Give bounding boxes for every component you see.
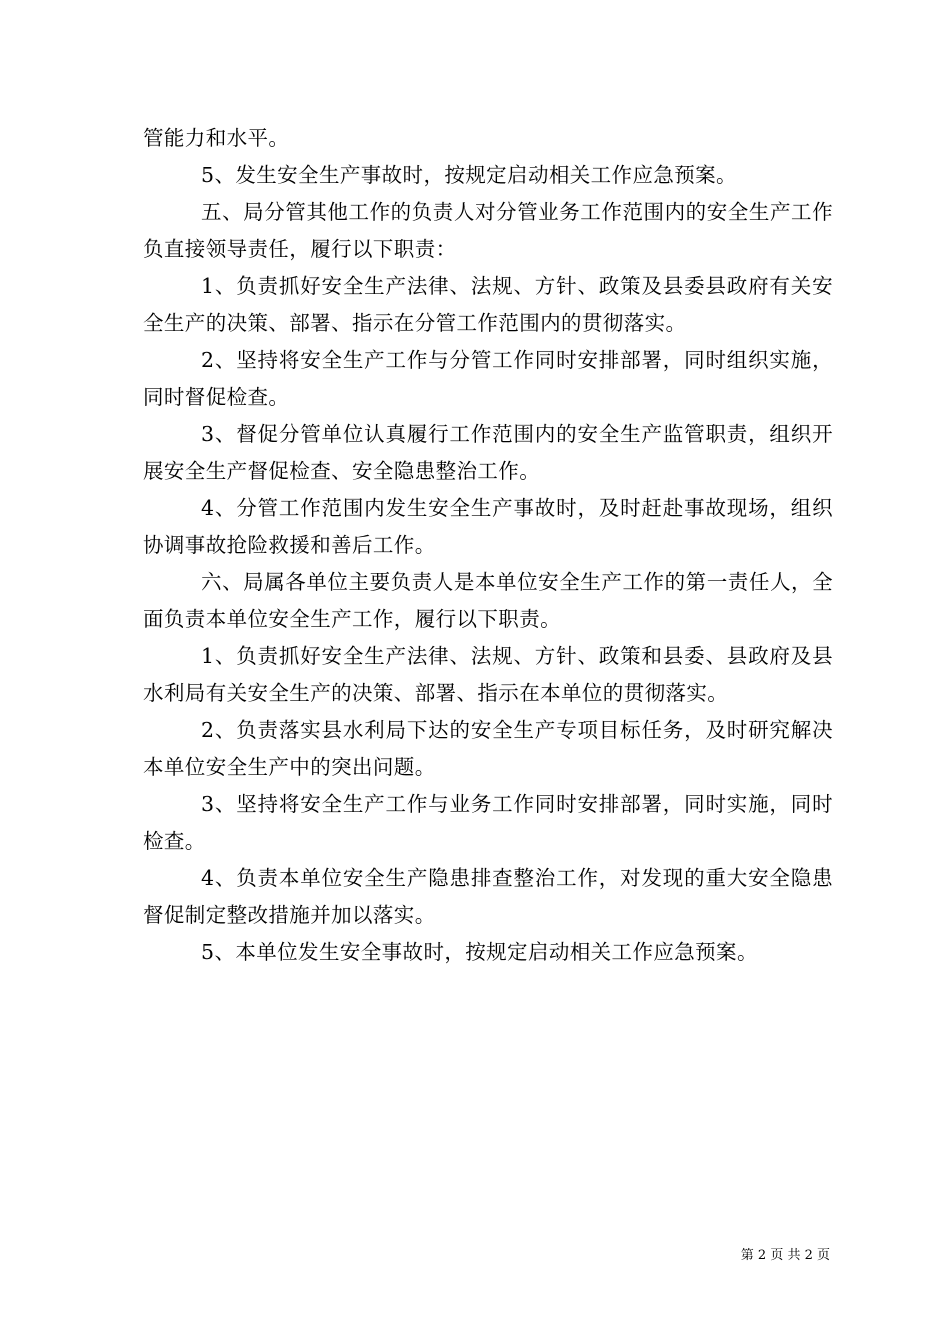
section-heading-paragraph: 六、局属各单位主要负责人是本单位安全生产工作的第一责任人，全面负责本单位安全生产工作，履行以下职责。 bbox=[143, 570, 833, 631]
paragraph: 3、督促分管单位认真履行工作范围内的安全生产监管职责，组织开展安全生产督促检查、安全隐患整治工作。 bbox=[143, 422, 833, 483]
paragraph: 5、本单位发生安全事故时，按规定启动相关工作应急预案。 bbox=[201, 940, 758, 964]
paragraph: 3、坚持将安全生产工作与业务工作同时安排部署，同时实施，同时检查。 bbox=[143, 792, 833, 853]
document-body bbox=[143, 120, 833, 971]
paragraph: 管能力和水平。 bbox=[143, 126, 290, 150]
paragraph: 4、分管工作范围内发生安全生产事故时，及时赶赴事故现场，组织协调事故抢险救援和善后工作。 bbox=[143, 496, 833, 557]
paragraph: 2、负责落实县水利局下达的安全生产专项目标任务，及时研究解决本单位安全生产中的突出问题。 bbox=[143, 718, 833, 779]
paragraph: 2、坚持将安全生产工作与分管工作同时安排部署，同时组织实施，同时督促检查。 bbox=[143, 348, 833, 409]
paragraph: 1、负责抓好安全生产法律、法规、方针、政策和县委、县政府及县水利局有关安全生产的决策、部署、指示在本单位的贯彻落实。 bbox=[143, 644, 833, 705]
section-heading-paragraph: 五、局分管其他工作的负责人对分管业务工作范围内的安全生产工作负直接领导责任，履行以下职责： bbox=[143, 200, 833, 261]
page-number-footer: 第 2 页 共 2 页 bbox=[740, 1248, 830, 1263]
paragraph: 4、负责本单位安全生产隐患排查整治工作，对发现的重大安全隐患督促制定整改措施并加以落实。 bbox=[143, 866, 833, 927]
paragraph: 1、负责抓好安全生产法律、法规、方针、政策及县委县政府有关安全生产的决策、部署、指示在分管工作范围内的贯彻落实。 bbox=[143, 274, 833, 335]
paragraph: 5、发生安全生产事故时，按规定启动相关工作应急预案。 bbox=[201, 163, 737, 187]
